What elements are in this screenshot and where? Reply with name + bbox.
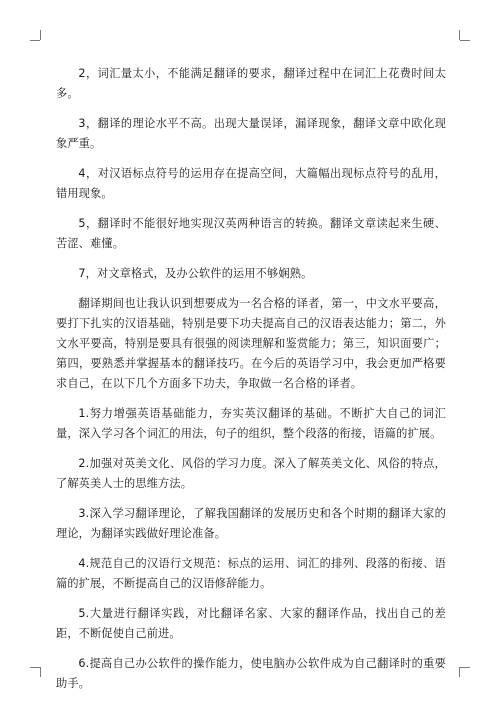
crop-mark-bottom-right-h [460, 667, 470, 668]
crop-mark-bottom-left-h [30, 667, 40, 668]
paragraph-plan-3: 3.深入学习翻译理论，了解我国翻译的发展历史和各个时期的翻译大家的理论，为翻译实践做好理论准备。 [56, 507, 446, 540]
crop-mark-bottom-right-v [459, 667, 460, 677]
paragraph-problem-2: 2，词汇量太小，不能满足翻译的要求，翻译过程中在词汇上花费时间太多。 [56, 67, 446, 100]
paragraph-problem-5: 5，翻译时不能很好地实现汉英两种语言的转换。翻译文章读起来生硬、苦涩、难懂。 [56, 217, 446, 250]
paragraph-problem-3: 3，翻译的理论水平不高。出现大量误译，漏译现象，翻译文章中欧化现象严重。 [56, 117, 446, 150]
paragraph-plan-4: 4.规范自己的汉语行文规范：标点的运用、词汇的排列、段落的衔接、语篇的扩展，不断提高自己的汉语修辞能力。 [56, 557, 446, 590]
paragraph-problem-4: 4，对汉语标点符号的运用存在提高空间，大篇幅出现标点符号的乱用，错用现象。 [56, 167, 446, 200]
paragraph-summary: 翻译期间也让我认识到想要成为一名合格的译者，第一，中文水平要高，要打下扎实的汉语基础，特别是要下功夫提高自己的汉语表达能力；第二，外文水平要高，特别是要具有很强的阅读理解和鉴赏能力；第三，知识面要广；第四，要熟悉并掌握基本的翻译技巧。在今后的英语学习中，我会更加严格要求自己，在以下几个方面多下功夫，争取做一名合格的译者。 [56, 297, 446, 390]
crop-mark-top-right-h [460, 40, 470, 41]
crop-mark-top-left-v [40, 30, 41, 40]
paragraph-problem-7: 7，对文章格式，及办公软件的运用不够娴熟。 [78, 267, 313, 280]
paragraph-plan-5: 5.大量进行翻译实践，对比翻译名家、大家的翻译作品，找出自己的差距，不断促使自己前进。 [56, 607, 446, 640]
paragraph-plan-2: 2.加强对英美文化、风俗的学习力度。深入了解英美文化、风俗的特点，了解英美人士的思维方法。 [56, 457, 446, 490]
paragraph-plan-6: 6.提高自己办公软件的操作能力，使电脑办公软件成为自己翻译时的重要助手。 [56, 657, 446, 690]
crop-mark-top-right-v [459, 30, 460, 40]
paragraph-plan-1: 1.努力增强英语基础能力，夯实英汉翻译的基础。不断扩大自己的词汇量，深入学习各个词汇的用法，句子的组织，整个段落的衔接，语篇的扩展。 [56, 407, 446, 440]
crop-mark-top-left-h [30, 40, 40, 41]
document-body [56, 64, 446, 704]
crop-mark-bottom-left-v [40, 667, 41, 677]
